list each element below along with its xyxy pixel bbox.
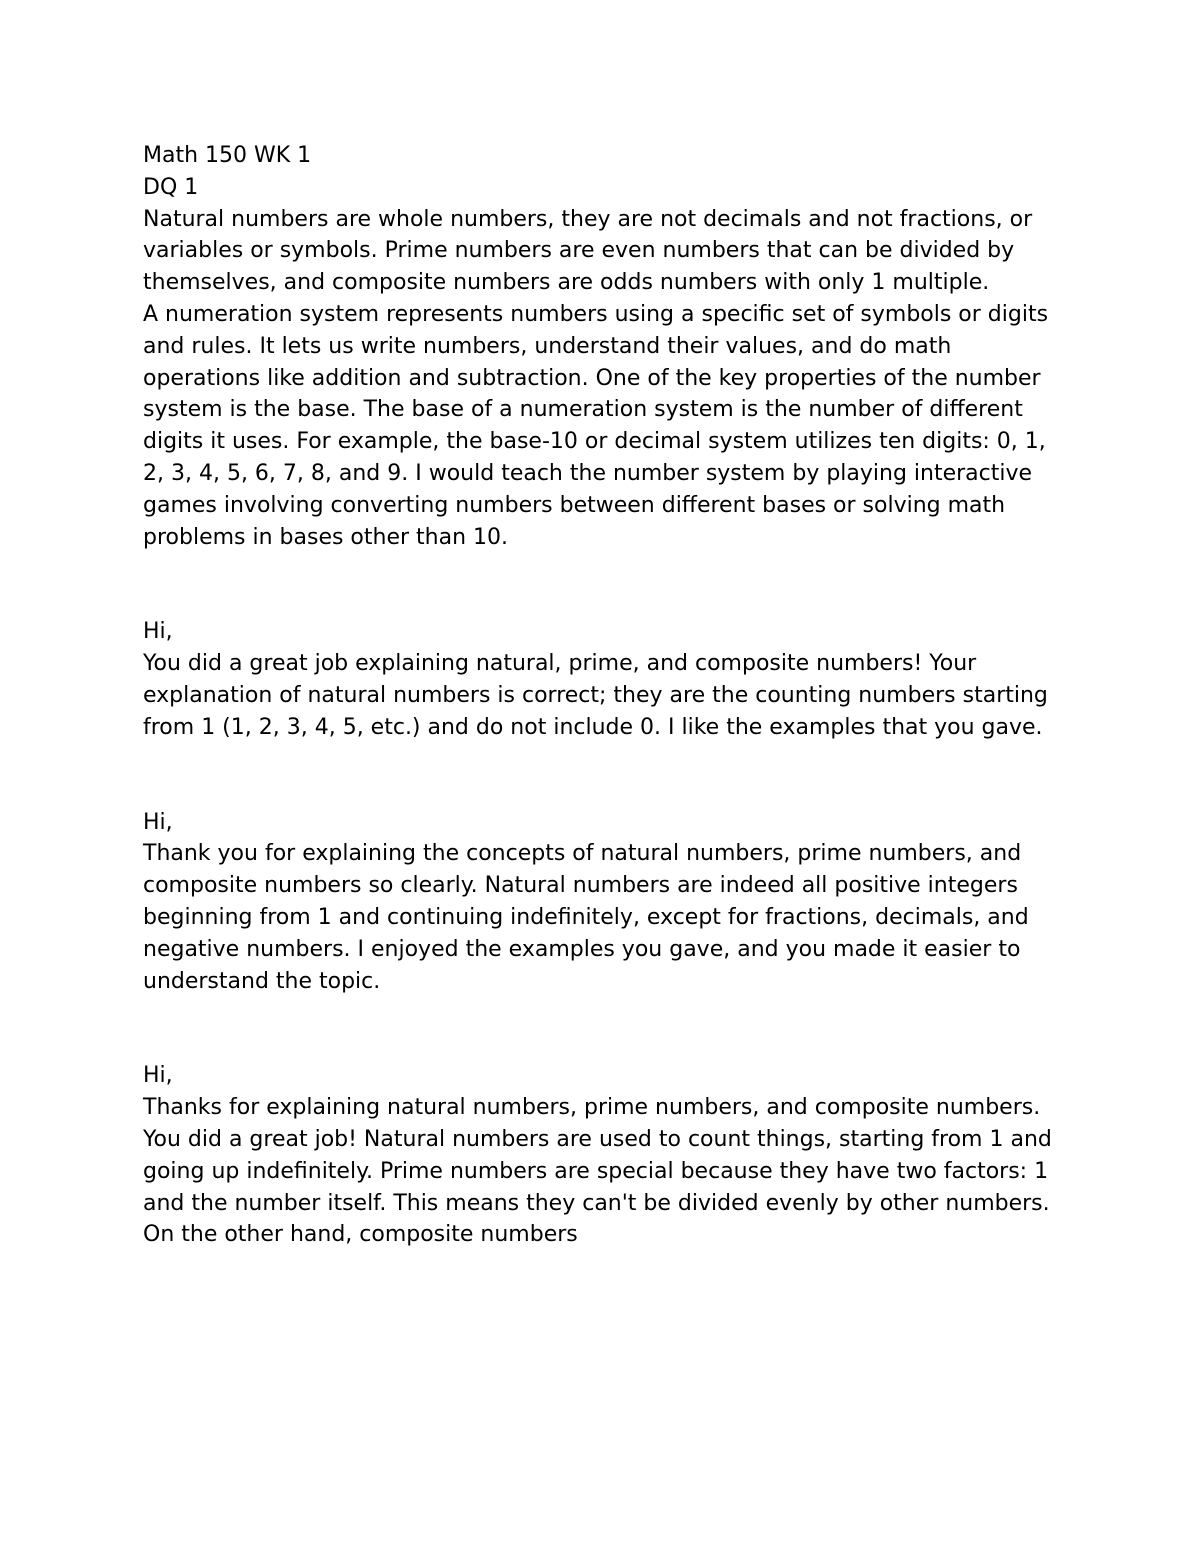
reply-3-body: Thanks for explaining natural numbers, prime numbers, and composite numbers. You did a great job! Natural numbers are used to count things, starting from 1 and going up indefinitely. Prime numbers are special because they have two factors: 1 and the number itself. This means they can't be divided evenly by other numbers. On the other hand, composite numbers — [143, 1095, 1052, 1248]
reply-3-greeting: Hi, — [143, 1063, 173, 1089]
course-title: Math 150 WK 1 — [143, 143, 312, 168]
reply-1-body: You did a great job explaining natural, prime, and composite numbers! Your explanation of natural numbers is correct; they are the counting numbers starting from 1 (1, 2, 3, 4, 5, etc.) and do not include 0. I like the examples that you gave. — [143, 651, 1048, 740]
post-paragraph-1: Natural numbers are whole numbers, they are not decimals and not fractions, or variables or symbols. Prime numbers are even numbers that can be divided by themselves, and composite numbers are odds numbers with only 1 multiple. — [143, 206, 1033, 296]
section-spacer — [143, 997, 1073, 1060]
section-spacer — [143, 553, 1073, 616]
discussion-question-label: DQ 1 — [143, 174, 199, 200]
reply-2-body: Thank you for explaining the concepts of natural numbers, prime numbers, and composite numbers so clearly. Natural numbers are indeed all positive integers beginning from 1 and continuing indefinitely, except for fractions, decimals, and negative numbers. I enjoyed the examples you gave, and you made it easier to understand the topic. — [143, 841, 1029, 994]
document-body — [143, 140, 1073, 1251]
section-spacer — [143, 744, 1073, 807]
reply-2-greeting: Hi, — [143, 809, 173, 835]
reply-1-greeting: Hi, — [143, 619, 173, 645]
post-paragraph-2: A numeration system represents numbers using a specific set of symbols or digits and rules. It lets us write numbers, understand their values, and do math operations like addition and subtraction. One of the key properties of the number system is the base. The base of a numeration system is the number of different digits it uses. For example, the base-10 or decimal system utilizes ten digits: 0, 1, 2, 3, 4, 5, 6, 7, 8, and 9. I would teach the number system by playing interactive games involving converting numbers between different bases or solving math problems in bases other than 10. — [143, 301, 1049, 550]
